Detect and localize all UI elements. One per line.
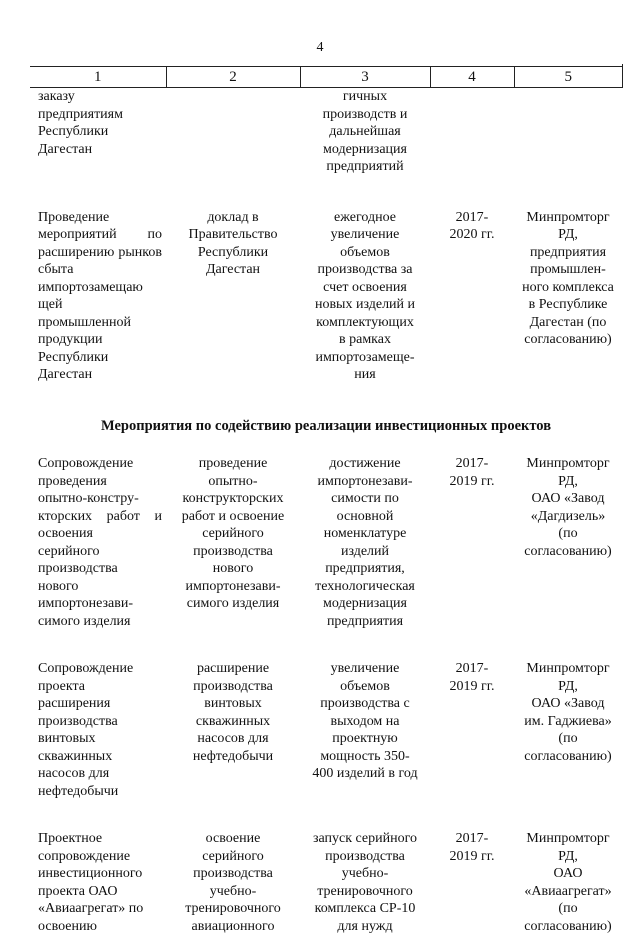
section-cell: [30, 414, 622, 456]
report-form-cell: [166, 830, 300, 935]
cell-text: увеличение объемов производства с выходом на проектную мощность 350- 400 изделий в год: [312, 661, 418, 781]
report-form-cell: [166, 209, 300, 414]
cell-text: 2017- 2019 гг.: [449, 661, 495, 694]
report-form-cell: [166, 660, 300, 830]
term-cell: [430, 660, 514, 830]
measure-name-cell: [30, 209, 166, 414]
cell-text: Сопровождение проекта расширения производства винтовых скважинных насосов для нефтедобычи: [38, 661, 134, 799]
term-cell: [430, 455, 514, 660]
cell-text: запуск серийного производства учебно- тренировочного комплекса СР-10 для нужд: [312, 831, 418, 934]
measure-name-cell: [30, 455, 166, 660]
column-number: 4: [430, 67, 514, 88]
cell-text: Сопровождение проведения опытно-констру- кторских работ и освоения серийного производства нового импортонезави- симого изделия: [38, 456, 162, 629]
table-right-edge: [622, 64, 623, 88]
section-heading: Мероприятия по содействию реализации инвестиционных проектов: [100, 417, 552, 434]
cell-text: Проведение мероприятий по расширению рынков сбыта импортозамещаю щей промышленной продукции Республики Дагестан: [38, 209, 162, 382]
report-form-cell: [166, 455, 300, 660]
executor-cell: [514, 88, 622, 209]
cell-text: расширение производства винтовых скважинных насосов для нефтедобычи: [192, 661, 274, 764]
column-number: 5: [514, 67, 622, 88]
executor-cell: [514, 660, 622, 830]
cell-text: освоение серийного производства учебно- тренировочного авиационного: [185, 831, 281, 934]
cell-text: Минпромторг РД, ОАО «Авиаагрегат» (по согласованию): [524, 831, 612, 934]
table-row: [30, 830, 622, 935]
measure-name-cell: [30, 830, 166, 935]
executor-cell: [514, 830, 622, 935]
cell-text: Минпромторг РД, ОАО «Завод им. Гаджиева» (по согласованию): [524, 661, 612, 764]
expected-result-cell: [300, 209, 430, 414]
cell-text: ежегодное увеличение объемов производства за счет освоения новых изделий и комплектующих в рамках импортозамеще- ния: [314, 209, 416, 382]
measures-table: [30, 66, 622, 935]
column-number-row: [30, 67, 622, 88]
column-number: 1: [30, 67, 166, 88]
cell-text: проведение опытно- конструкторских работ и освоение серийного производства нового импортонезави- симого изделия: [181, 456, 285, 611]
table-row: [30, 88, 622, 209]
cell-text: Минпромторг РД, предприятия промышлен- ного комплекса в Республике Дагестан (по согласованию): [522, 209, 614, 347]
term-cell: [430, 830, 514, 935]
column-number: 3: [300, 67, 430, 88]
section-row: [30, 414, 622, 456]
cell-text: доклад в Правительство Республики Дагестан: [188, 209, 278, 277]
cell-text: 2017- 2019 гг.: [449, 831, 495, 864]
measure-name-cell: [30, 88, 166, 209]
cell-text: Проектное сопровождение инвестиционного проекта ОАО «Авиаагрегат» по освоению: [38, 831, 144, 934]
term-cell: [430, 88, 514, 209]
executor-cell: [514, 455, 622, 660]
expected-result-cell: [300, 455, 430, 660]
expected-result-cell: [300, 88, 430, 209]
executor-cell: [514, 209, 622, 414]
cell-text: достижение импортонезави- симости по основной номенклатуре изделий предприятия, технологическая модернизация предприятия: [315, 456, 415, 629]
expected-result-cell: [300, 660, 430, 830]
expected-result-cell: [300, 830, 430, 935]
cell-text: Минпромторг РД, ОАО «Завод «Дагдизель» (по согласованию): [524, 456, 612, 559]
cell-text: гичных производств и дальнейшая модернизация предприятий: [322, 89, 408, 174]
table-row: [30, 455, 622, 660]
report-form-cell: [166, 88, 300, 209]
term-cell: [430, 209, 514, 414]
measure-name-cell: [30, 660, 166, 830]
cell-text: заказу предприятиям Республики Дагестан: [38, 89, 123, 157]
page-number: 4: [316, 40, 324, 55]
cell-text: 2017- 2019 гг.: [449, 456, 495, 489]
cell-text: 2017- 2020 гг.: [449, 209, 495, 242]
column-number: 2: [166, 67, 300, 88]
table-row: [30, 660, 622, 830]
table-row: [30, 209, 622, 414]
